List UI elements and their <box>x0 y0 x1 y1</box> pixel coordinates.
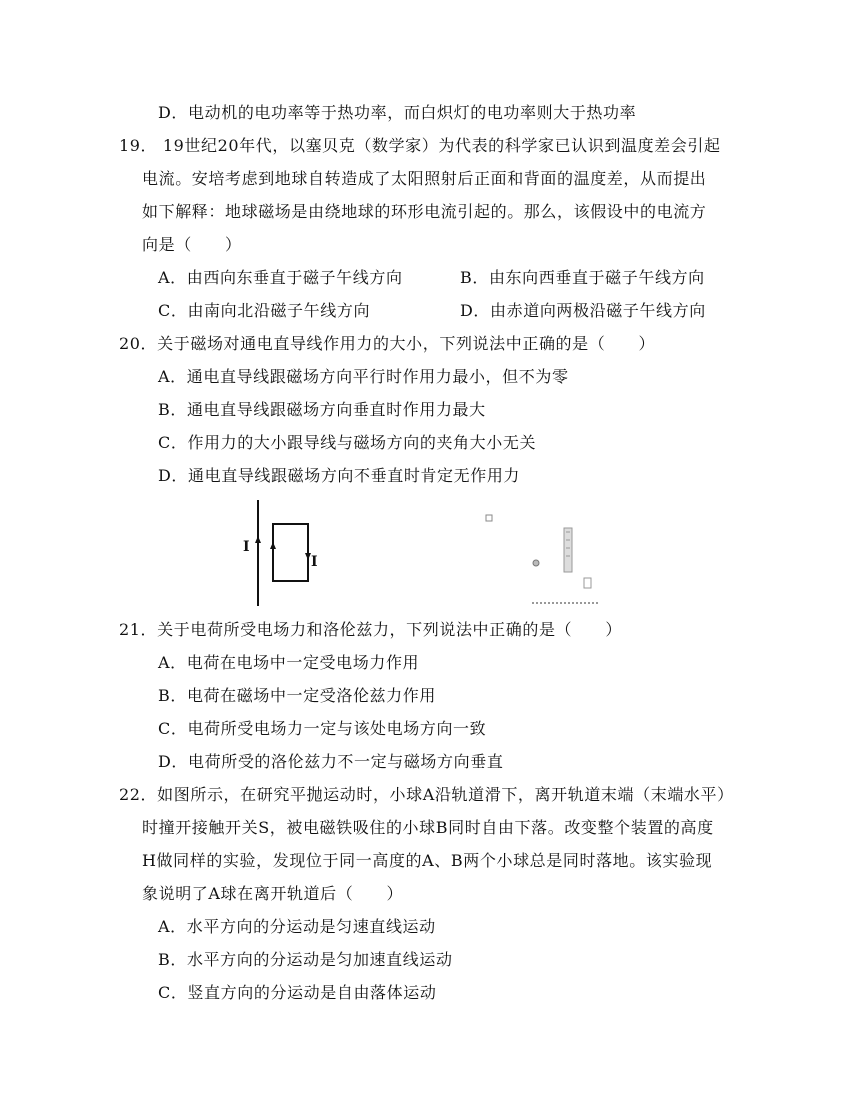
ball-b-icon <box>533 560 539 566</box>
text-line: 如下解释：地球磁场是由绕地球的环形电流引起的。那么，该假设中的电流方 <box>142 202 707 221</box>
electromagnet-block <box>584 578 591 588</box>
text-line: 向是（ ） <box>142 235 242 254</box>
loop-current-label: I <box>311 554 318 570</box>
text-line: 时撞开接触开关S，被电磁铁吸住的小球B同时自由下落。改变整个装置的高度 <box>142 818 714 837</box>
text-line: 电流。安培考虑到地球自转造成了太阳照射后正面和背面的温度差，从而提出 <box>142 169 707 188</box>
projectile-apparatus-figure <box>480 508 600 612</box>
text-line: A．通电直导线跟磁场方向平行时作用力最小，但不为零 <box>158 367 569 386</box>
wire-current-arrow <box>255 536 261 543</box>
text-line: B．通电直导线跟磁场方向垂直时作用力最大 <box>158 400 486 419</box>
text-line: 22．如图所示，在研究平抛运动时，小球A沿轨道滑下，离开轨道末端（末端水平） <box>119 785 734 804</box>
rectangular-loop <box>273 524 308 581</box>
text-line: D．由赤道向两极沿磁子午线方向 <box>460 301 706 320</box>
text-line: C．由南向北沿磁子午线方向 <box>158 301 371 320</box>
text-line: B．由东向西垂直于磁子午线方向 <box>460 268 705 287</box>
ball-a-icon <box>486 515 492 521</box>
text-line: B．电荷在磁场中一定受洛伦兹力作用 <box>158 686 436 705</box>
text-line: D．通电直导线跟磁场方向不垂直时肯定无作用力 <box>158 466 521 485</box>
text-line: 19． 19世纪20年代，以塞贝克（数学家）为代表的科学家已认识到温度差会引起 <box>119 136 721 155</box>
text-line: C．电荷所受电场力一定与该处电场方向一致 <box>158 719 487 738</box>
text-line: C．作用力的大小跟导线与磁场方向的夹角大小无关 <box>158 433 537 452</box>
wire-current-label: I <box>243 539 250 555</box>
wire-loop-figure <box>236 498 336 610</box>
text-line: B．水平方向的分运动是匀加速直线运动 <box>158 950 453 969</box>
text-line: 象说明了A球在离开轨道后（ ） <box>142 884 404 903</box>
text-line: H做同样的实验，发现位于同一高度的A、B两个小球总是同时落地。该实验现 <box>142 851 713 870</box>
text-line: D．电荷所受的洛伦兹力不一定与磁场方向垂直 <box>158 752 504 771</box>
text-line: A．电荷在电场中一定受电场力作用 <box>158 653 420 672</box>
text-line: 21．关于电荷所受电场力和洛伦兹力，下列说法中正确的是（ ） <box>119 620 622 639</box>
stand-pole <box>564 528 572 572</box>
loop-left-arrow <box>270 542 276 549</box>
text-line: C．竖直方向的分运动是自由落体运动 <box>158 983 437 1002</box>
text-line: A．水平方向的分运动是匀速直线运动 <box>158 917 436 936</box>
text-line: D．电动机的电功率等于热功率，而白炽灯的电功率则大于热功率 <box>158 103 637 122</box>
text-line: A．由西向东垂直于磁子午线方向 <box>158 268 403 287</box>
text-line: 20．关于磁场对通电直导线作用力的大小，下列说法中正确的是（ ） <box>119 334 656 353</box>
